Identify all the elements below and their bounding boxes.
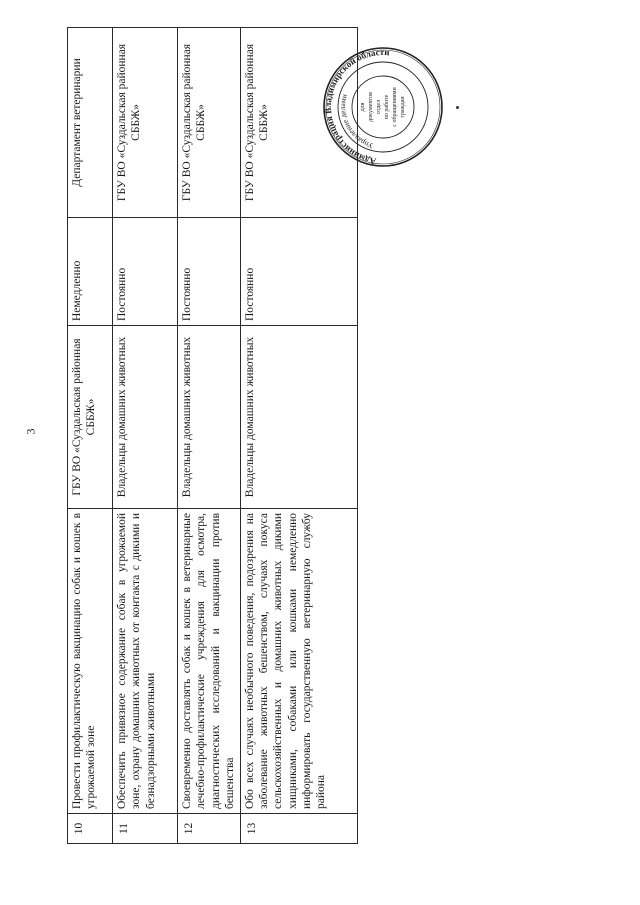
stamp-inner-text: Управление делами: [337, 92, 375, 151]
row-number: 10: [68, 814, 113, 844]
control-cell: ГБУ ВО «Суздальская районная СББЖ»: [113, 28, 178, 218]
row-number: 11: [113, 814, 178, 844]
measures-table: [67, 27, 358, 844]
stamp-outer-text: Администрация Владимирской области: [322, 46, 390, 167]
stamp-center-line: граждан: [400, 96, 406, 118]
executor-cell: Владельцы домашних животных: [240, 326, 357, 509]
row-number: 12: [178, 814, 241, 844]
stamp-seal-icon: [322, 46, 444, 168]
measure-cell: Своевременно доставлять собак и кошек в ветеринарные лечебно-профилактические учреждения для осмотра, диагностических исследований и вакцинации против бешенства: [178, 509, 241, 814]
control-cell: ГБУ ВО «Суздальская районная СББЖ»: [240, 28, 357, 218]
table-row: [113, 28, 178, 844]
stamp-center-line: по работе: [384, 94, 390, 120]
measure-cell: Провести профилактическую вакцинацию собак и кошек в угрожаемой зоне: [68, 509, 113, 814]
executor-cell: Владельцы домашних животных: [178, 326, 241, 509]
executor-cell: Владельцы домашних животных: [113, 326, 178, 509]
stamp-center-line: для: [360, 102, 366, 112]
control-cell: ГБУ ВО «Суздальская районная СББЖ»: [178, 28, 241, 218]
measure-cell: Обо всех случаях необычного поведения, подозрения на заболевание животных бешенством, случаях покуса сельскохозяйственных и домашних животных дикими хищниками, собаками или кошками немедленно информировать государственную ветеринарную службу района: [240, 509, 357, 814]
table-row: [68, 28, 113, 844]
measures-table-container: [67, 28, 352, 844]
table-row: [178, 28, 241, 844]
page-number: 3: [23, 428, 38, 435]
stamp-center-line: документов: [368, 92, 374, 122]
stamp-center-line: с обращениями: [392, 87, 398, 127]
measure-cell: Обеспечить привязное содержание собак в угрожаемой зоне, охрану домашних животных от контакта с дикими и безнадзорными животными: [113, 509, 178, 814]
term-cell: Постоянно: [113, 218, 178, 326]
official-stamp: [322, 46, 444, 168]
control-cell: Департамент ветеринарии: [68, 28, 113, 218]
term-cell: Немедленно: [68, 218, 113, 326]
rotated-page-content: [67, 28, 352, 844]
term-cell: Постоянно: [240, 218, 357, 326]
stamp-center-line: отдел: [376, 99, 382, 115]
term-cell: Постоянно: [178, 218, 241, 326]
ink-dot: [456, 106, 459, 109]
row-number: 13: [240, 814, 357, 844]
executor-cell: ГБУ ВО «Суздальская районная СББЖ»: [68, 326, 113, 509]
